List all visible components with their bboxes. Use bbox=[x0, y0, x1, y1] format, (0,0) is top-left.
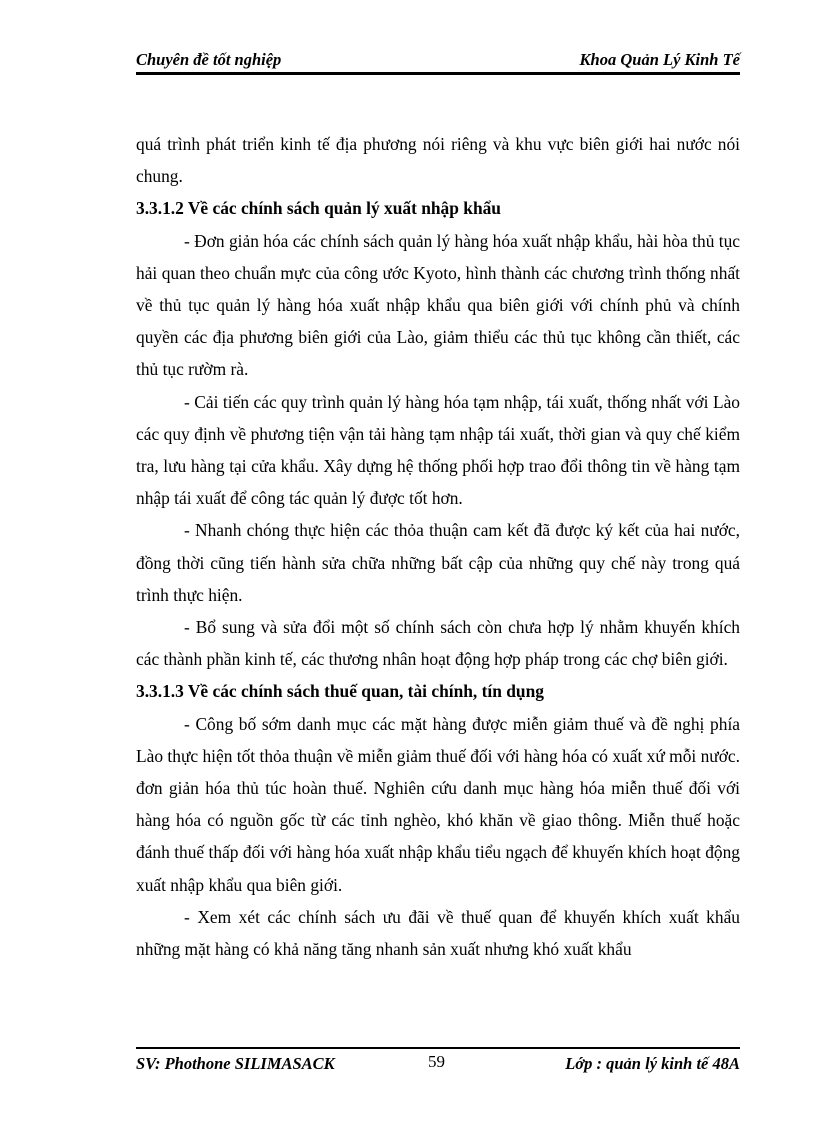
footer-class: Lớp : quản lý kinh tế 48A bbox=[565, 1054, 740, 1073]
page-body bbox=[136, 128, 740, 965]
paragraph-simplify-policies: - Đơn giản hóa các chính sách quản lý hàng hóa xuất nhập khẩu, hài hòa thủ tục hải quan theo chuẩn mực của công ước Kyoto, hình thành các chương trình thống nhất về thủ tục quản lý hàng hóa xuất nhập khẩu qua biên giới với chính phủ và chính quyền các địa phương biên giới của Lào, giảm thiểu các thủ tục không cần thiết, các thủ tục rườm rà. bbox=[136, 230, 740, 380]
paragraph-continuation: quá trình phát triển kinh tế địa phương nói riêng và khu vực biên giới hai nước nói chung. bbox=[136, 134, 740, 187]
section-heading-3-3-1-2: 3.3.1.2 Về các chính sách quản lý xuất nhập khẩu bbox=[136, 198, 501, 219]
paragraph-tariff-incentives: - Xem xét các chính sách ưu đãi về thuế quan để khuyến khích xuất khẩu những mặt hàng có khả năng tăng nhanh sản xuất nhưng khó xuất khẩu bbox=[136, 906, 740, 960]
page-footer bbox=[136, 1052, 740, 1076]
header-faculty: Khoa Quản Lý Kinh Tế bbox=[579, 50, 740, 69]
section-heading-3-3-1-3: 3.3.1.3 Về các chính sách thuế quan, tài chính, tín dụng bbox=[136, 681, 544, 702]
page-number: 59 bbox=[428, 1052, 445, 1071]
footer-divider bbox=[136, 1047, 740, 1049]
footer-student-name: SV: Phothone SILIMASACK bbox=[136, 1054, 335, 1073]
paragraph-amend-policies: - Bổ sung và sửa đổi một số chính sách còn chưa hợp lý nhằm khuyến khích các thành phần kinh tế, các thương nhân hoạt động hợp pháp trong các chợ biên giới. bbox=[136, 617, 740, 670]
page-header bbox=[136, 46, 740, 72]
paragraph-tax-exemption: - Công bố sớm danh mục các mặt hàng được miễn giảm thuế và đề nghị phía Lào thực hiện tốt thỏa thuận về miễn giảm thuế đối với hàng hóa có xuất xứ mỗi nước. đơn giản hóa thủ túc hoàn thuế. Nghiên cứu danh mục hàng hóa miễn thuế đối với hàng hóa có nguồn gốc từ các tỉnh nghèo, khó khăn về giao thông. Miễn thuế hoặc đánh thuế thấp đối với hàng hóa xuất nhập khẩu tiểu ngạch để khuyến khích hoạt động xuất nhập khẩu qua biên giới. bbox=[136, 713, 740, 895]
paragraph-implement-agreements: - Nhanh chóng thực hiện các thỏa thuận cam kết đã được ký kết của hai nước, đồng thời cũng tiến hành sửa chữa những bất cập của những quy chế này trong quá trình thực hiện. bbox=[136, 520, 740, 605]
paragraph-improve-procedures: - Cải tiến các quy trình quản lý hàng hóa tạm nhập, tái xuất, thống nhất với Lào các quy định về phương tiện vận tải hàng tạm nhập tái xuất, thời gian và quy chế kiểm tra, lưu hàng tại cửa khẩu. Xây dựng hệ thống phối hợp trao đổi thông tin về hàng tạm nhập tái xuất để công tác quản lý được tốt hơn. bbox=[136, 391, 740, 509]
header-document-type: Chuyên đề tốt nghiệp bbox=[136, 50, 282, 69]
header-divider bbox=[136, 72, 740, 75]
